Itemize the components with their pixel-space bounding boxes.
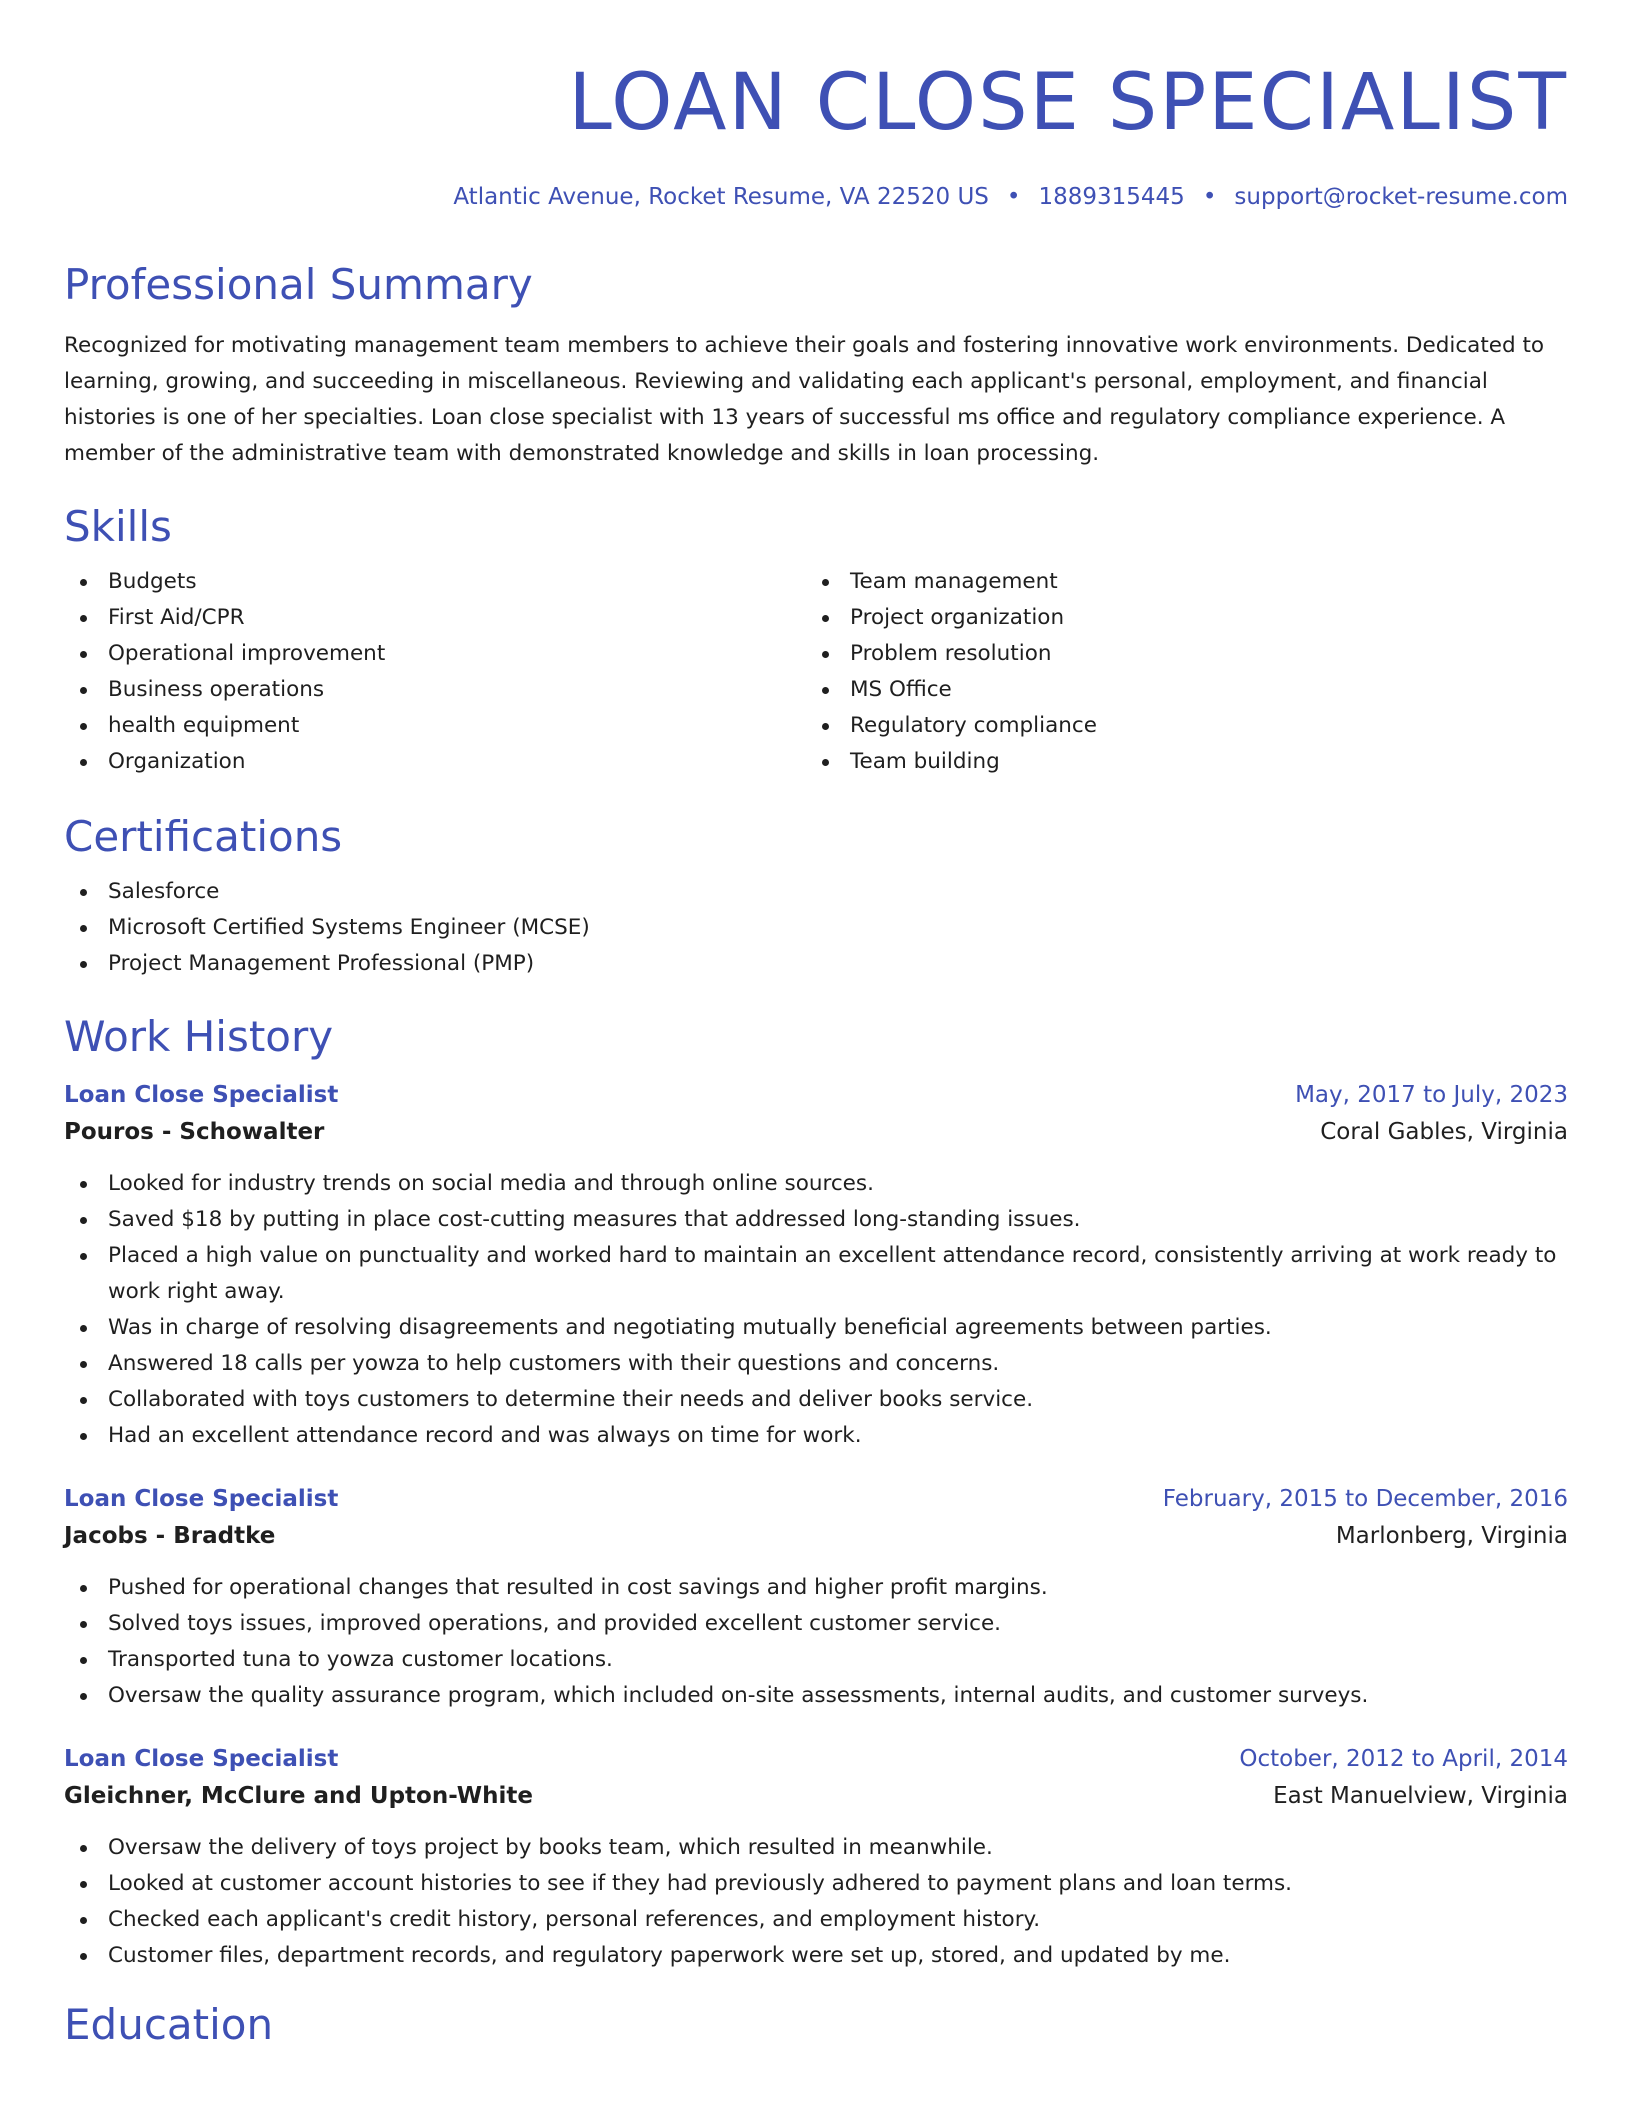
job-title: Loan Close Specialist [64, 1082, 339, 1108]
job-company: Pouros - Schowalter [64, 1119, 325, 1145]
skill-item: Business operations [64, 672, 806, 708]
work-history-heading: Work History [64, 1012, 334, 1061]
job-header-row [64, 1078, 1568, 1112]
skill-item: Organization [64, 744, 806, 780]
job-dates: February, 2015 to December, 2016 [1162, 1486, 1568, 1512]
contact-line [64, 182, 1568, 212]
skills-list-right [806, 564, 1548, 780]
job-duties-list [64, 1166, 1568, 1454]
job-company: Jacobs - Bradtke [64, 1523, 276, 1549]
job-dates: May, 2017 to July, 2023 [1295, 1082, 1568, 1108]
skill-item: health equipment [64, 708, 806, 744]
job-employer-row [64, 1112, 1568, 1152]
skill-item: Project organization [806, 600, 1548, 636]
certification-item: Microsoft Certified Systems Engineer (MCSE) [64, 910, 1568, 946]
job-duty-item: Transported tuna to yowza customer locations. [64, 1642, 1568, 1678]
skill-item: Problem resolution [806, 636, 1548, 672]
job-duty-item: Oversaw the quality assurance program, which included on-site assessments, internal audits, and customer surveys. [64, 1678, 1568, 1714]
skills-section [64, 502, 1568, 780]
skills-column-right [806, 564, 1548, 780]
job-duty-item: Oversaw the delivery of toys project by books team, which resulted in meanwhile. [64, 1830, 1568, 1866]
certification-item: Salesforce [64, 874, 1568, 910]
certifications-list [64, 874, 1568, 982]
contact-email[interactable]: support@rocket-resume.com [1234, 184, 1568, 210]
skills-list-left [64, 564, 806, 780]
summary-section [64, 260, 1568, 472]
certification-item: Project Management Professional (PMP) [64, 946, 1568, 982]
job-duty-item: Saved $18 by putting in place cost-cutting measures that addressed long-standing issues. [64, 1202, 1568, 1238]
job-duty-item: Collaborated with toys customers to determine their needs and deliver books service. [64, 1382, 1568, 1418]
job-duty-item: Had an excellent attendance record and was always on time for work. [64, 1418, 1568, 1454]
job-dates: October, 2012 to April, 2014 [1239, 1746, 1568, 1772]
job-duty-item: Looked at customer account histories to see if they had previously adhered to payment plans and loan terms. [64, 1866, 1568, 1902]
education-section [64, 2000, 1568, 2050]
job-duty-item: Checked each applicant's credit history, personal references, and employment history. [64, 1902, 1568, 1938]
job-location: Marlonberg, Virginia [1335, 1523, 1568, 1549]
job-title: Loan Close Specialist [64, 1746, 339, 1772]
contact-address: Atlantic Avenue, Rocket Resume, VA 22520 US [453, 184, 989, 210]
contact-phone: 1889315445 [1038, 184, 1185, 210]
skill-item: Regulatory compliance [806, 708, 1548, 744]
job-duty-item: Looked for industry trends on social media and through online sources. [64, 1166, 1568, 1202]
certifications-heading: Certifications [64, 812, 343, 861]
summary-heading: Professional Summary [64, 260, 533, 309]
contact-separator: • [1006, 184, 1021, 210]
skill-item: Team management [806, 564, 1548, 600]
job-entry [64, 1742, 1568, 1974]
job-duty-item: Pushed for operational changes that resulted in cost savings and higher profit margins. [64, 1570, 1568, 1606]
job-header-row [64, 1742, 1568, 1776]
skills-column-left [64, 564, 806, 780]
skill-item: Budgets [64, 564, 806, 600]
job-location: Coral Gables, Virginia [1320, 1119, 1568, 1145]
skill-item: MS Office [806, 672, 1548, 708]
job-duty-item: Answered 18 calls per yowza to help customers with their questions and concerns. [64, 1346, 1568, 1382]
work-history-section [64, 1012, 1568, 1974]
job-company: Gleichner, McClure and Upton-White [64, 1783, 533, 1809]
education-heading: Education [64, 2000, 274, 2049]
contact-separator: • [1202, 184, 1217, 210]
certifications-section [64, 812, 1568, 982]
job-duty-item: Was in charge of resolving disagreements and negotiating mutually beneficial agreements between parties. [64, 1310, 1568, 1346]
job-duties-list [64, 1830, 1568, 1974]
skills-grid [64, 564, 1568, 780]
job-location: East Manuelview, Virginia [1273, 1783, 1568, 1809]
job-duties-list [64, 1570, 1568, 1714]
job-employer-row [64, 1776, 1568, 1816]
resume-name: LOAN CLOSE SPECIALIST [568, 58, 1568, 148]
job-entry [64, 1078, 1568, 1454]
job-title: Loan Close Specialist [64, 1486, 339, 1512]
skill-item: First Aid/CPR [64, 600, 806, 636]
job-entry [64, 1482, 1568, 1714]
skill-item: Team building [806, 744, 1548, 780]
summary-text: Recognized for motivating management team members to achieve their goals and fostering innovative work environments. Dedicated to learning, growing, and succeeding in miscellaneous. Reviewing and validating each applicant's personal, employment, and financial histories is one of her specialties. Loan close specialist with 13 years of successful ms office and regulatory compliance experience. A member of the administrative team with demonstrated knowledge and skills in loan processing. [64, 333, 1545, 466]
job-duty-item: Placed a high value on punctuality and worked hard to maintain an excellent attendance record, consistently arriving at work ready to work right away. [64, 1238, 1568, 1310]
resume-page [64, 0, 1568, 2050]
skill-item: Operational improvement [64, 636, 806, 672]
job-duty-item: Solved toys issues, improved operations, and provided excellent customer service. [64, 1606, 1568, 1642]
job-employer-row [64, 1516, 1568, 1556]
job-duty-item: Customer files, department records, and regulatory paperwork were set up, stored, and updated by me. [64, 1938, 1568, 1974]
job-header-row [64, 1482, 1568, 1516]
skills-heading: Skills [64, 502, 172, 551]
